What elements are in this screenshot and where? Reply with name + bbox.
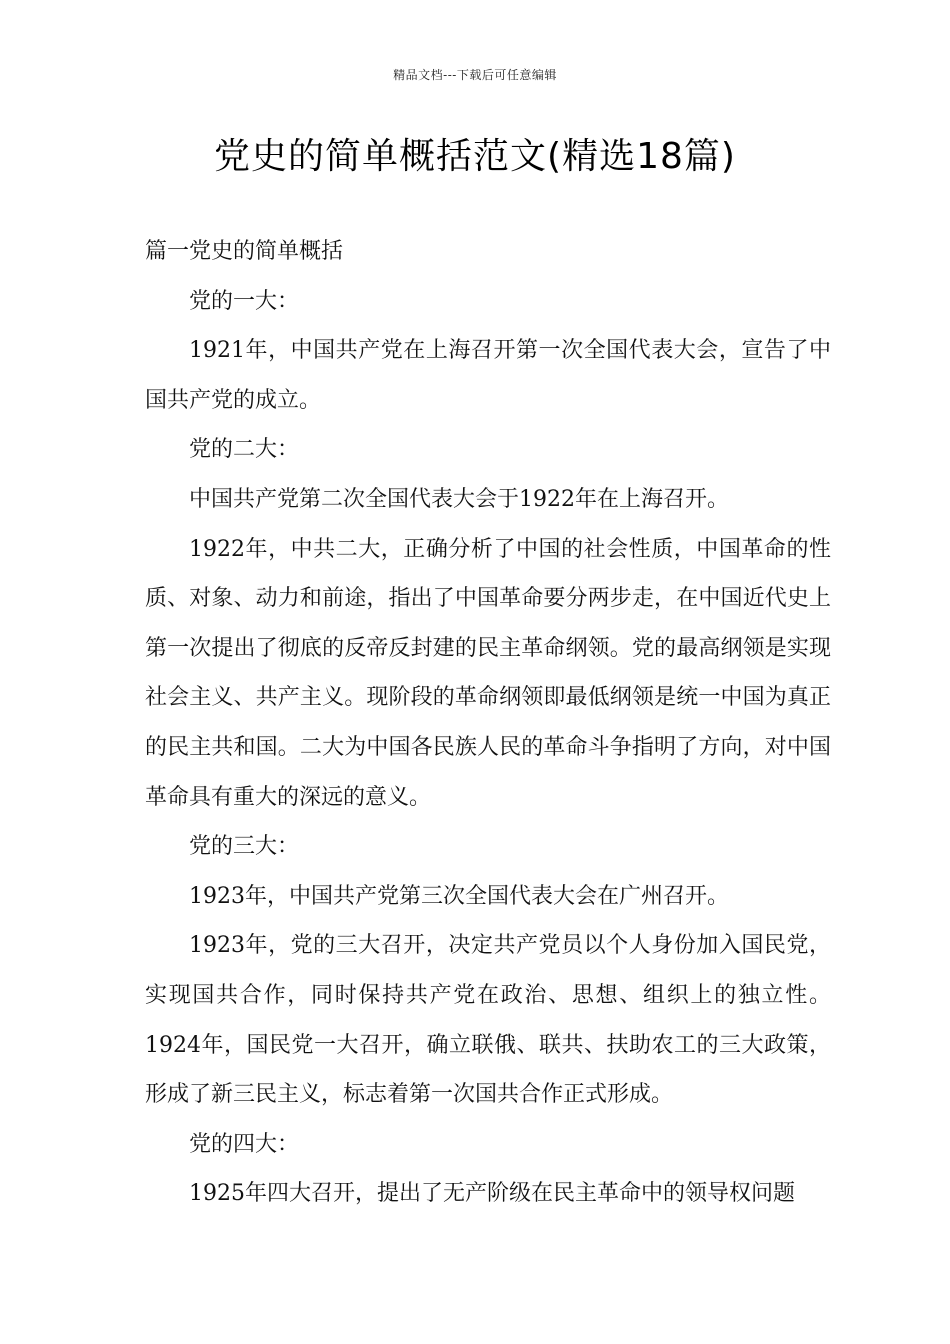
document-title: 党史的简单概括范文(精选18篇) <box>214 136 736 177</box>
document-body <box>145 227 831 1219</box>
paragraph: 党的三大： <box>189 834 300 860</box>
paragraph: 党的四大： <box>189 1131 300 1157</box>
paragraph: 1922年，中共二大，正确分析了中国的社会性质，中国革命的性质、对象、动力和前途，指出了中国革命要分两步走，在中国近代史上第一次提出了彻底的反帝反封建的民主革命纲领。党的最高纲领是实现社会主义、共产主义。现阶段的革命纲领即最低纲领是统一中国为真正的民主共和国。二大为中国各民族人民的革命斗争指明了方向，对中国革命具有重大的深远的意义。 <box>145 536 831 810</box>
paragraph: 1923年，中国共产党第三次全国代表大会在广州召开。 <box>189 883 729 909</box>
paragraph: 党的一大： <box>189 288 300 314</box>
paragraph: 党的二大： <box>189 437 300 463</box>
section-heading: 篇一党史的简单概括 <box>145 239 344 264</box>
paragraph: 1925年四大召开，提出了无产阶级在民主革命中的领导权问题 <box>189 1181 795 1207</box>
paragraph: 1921年，中国共产党在上海召开第一次全国代表大会，宣告了中国共产党的成立。 <box>145 338 831 413</box>
paragraph: 中国共产党第二次全国代表大会于1922年在上海召开。 <box>189 486 729 512</box>
page-header: 精品文档---下载后可任意编辑 <box>393 68 557 82</box>
paragraph: 1923年，党的三大召开，决定共产党员以个人身份加入国民党，实现国共合作，同时保持共产党在政治、思想、组织上的独立性。1924年，国民党一大召开，确立联俄、联共、扶助农工的三大政策，形成了新三民主义，标志着第一次国共合作正式形成。 <box>145 933 831 1108</box>
